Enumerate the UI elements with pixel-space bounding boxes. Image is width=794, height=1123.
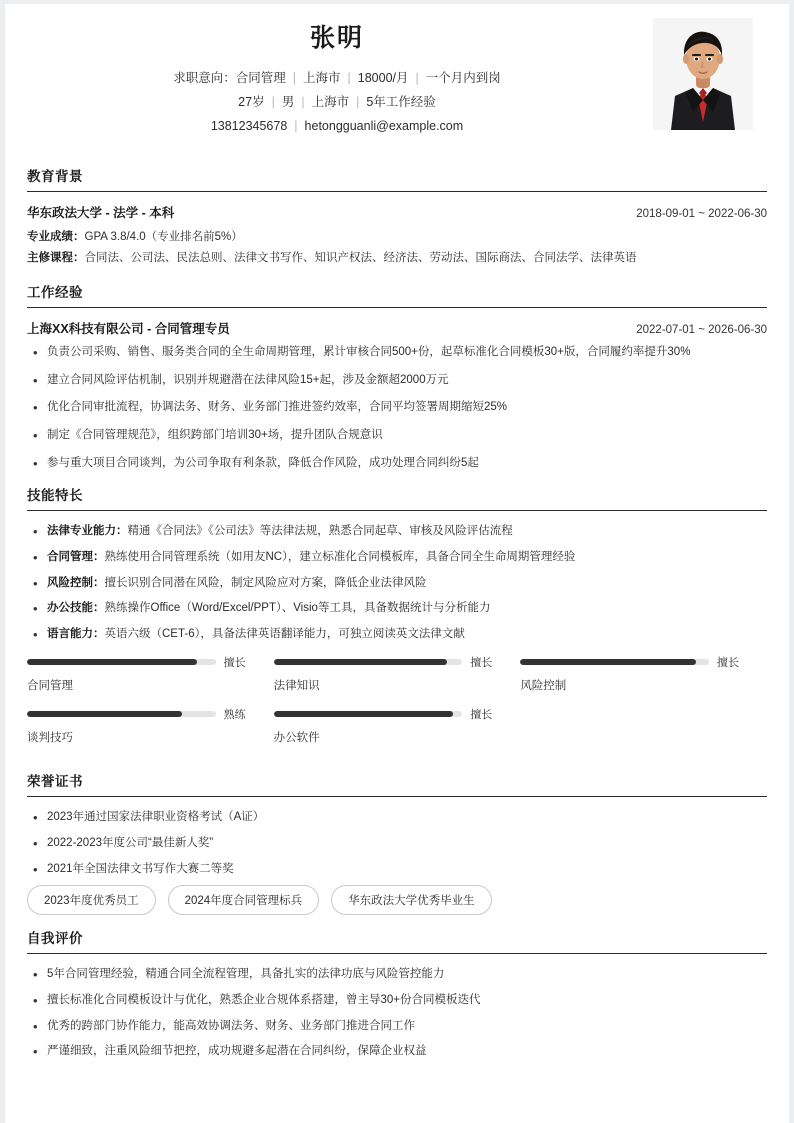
meta-item: 5年工作经验 bbox=[366, 94, 436, 109]
honor-tag: 2024年度合同管理标兵 bbox=[168, 885, 320, 915]
work-bullet-item: • 制定《合同管理规范》，组织跨部门培训30+场，提升团队合规意识 bbox=[27, 426, 767, 445]
meta-item: 18000/月 bbox=[357, 70, 409, 85]
section-education bbox=[27, 165, 767, 270]
meta-separator: | bbox=[292, 70, 296, 85]
skill-bullet-item bbox=[27, 522, 767, 541]
section-work bbox=[27, 281, 767, 472]
work-bullet-list bbox=[27, 343, 767, 472]
skill-bar-track bbox=[520, 659, 709, 665]
education-detail-line bbox=[27, 248, 767, 269]
section-title-education: 教育背景 bbox=[27, 168, 83, 184]
work-bullet-item: • 优化合同审批流程，协调法务、财务、业务部门推进签约效率，合同平均签署周期缩短25% bbox=[27, 398, 767, 417]
skill-bullet-label: 办公技能： bbox=[47, 602, 105, 615]
meta-item: 27岁 bbox=[238, 94, 265, 109]
skill-bar-fill bbox=[520, 659, 695, 665]
skill-bullet-text: 熟练操作Office（Word/Excel/PPT）、Visio等工具，具备数据统计与分析能力 bbox=[104, 602, 491, 615]
selfeval-bullet-item: • 优秀的跨部门协作能力，能高效协调法务、财务、业务部门推进合同工作 bbox=[27, 1017, 767, 1036]
skill-bullet-item bbox=[27, 574, 767, 593]
work-bullet-item: • 负责公司采购、销售、服务类合同的全生命周期管理，累计审核合同500+份，起草标准化合同模板30+版，合同履约率提升30% bbox=[27, 343, 767, 362]
resume-header bbox=[27, 4, 767, 153]
meta-row-0 bbox=[27, 66, 647, 90]
detail-label: 主修课程： bbox=[27, 251, 85, 264]
honor-bullet-list bbox=[27, 808, 767, 878]
meta-separator: | bbox=[347, 70, 351, 85]
section-divider bbox=[27, 191, 767, 192]
section-honors bbox=[27, 770, 767, 915]
skill-bullet-item bbox=[27, 599, 767, 618]
skill-name-label: 风险控制 bbox=[520, 680, 567, 693]
meta-separator: | bbox=[271, 94, 275, 109]
skill-bar-row bbox=[520, 654, 739, 670]
skill-bar-cell bbox=[520, 654, 767, 693]
meta-item: 男 bbox=[281, 94, 295, 109]
meta-row-2 bbox=[27, 114, 647, 138]
avatar bbox=[653, 18, 753, 130]
education-detail-line bbox=[27, 227, 767, 248]
skill-name-label: 谈判技巧 bbox=[27, 732, 73, 745]
detail-text: 合同法、公司法、民法总则、法律文书写作、知识产权法、经济法、劳动法、国际商法、合同法学、法律英语 bbox=[84, 251, 637, 264]
skill-bar-track bbox=[27, 711, 216, 717]
meta-item: 13812345678 bbox=[210, 119, 288, 134]
skill-bar-fill bbox=[27, 659, 197, 665]
skill-bullet-item bbox=[27, 625, 767, 644]
skill-bar-fill bbox=[274, 659, 448, 665]
skill-bullet-label: 语言能力： bbox=[47, 627, 105, 640]
section-skills bbox=[27, 484, 767, 758]
skill-bar-cell bbox=[274, 654, 521, 693]
section-divider bbox=[27, 510, 767, 511]
page-title: 张明 bbox=[309, 24, 364, 52]
skill-bullet-label: 风险控制： bbox=[47, 576, 105, 589]
meta-row-1 bbox=[27, 90, 647, 114]
meta-separator: | bbox=[415, 70, 419, 85]
section-title-skills: 技能特长 bbox=[27, 488, 83, 504]
skill-bar-track bbox=[274, 711, 463, 717]
selfeval-bullet-item: • 5年合同管理经验，精通合同全流程管理，具备扎实的法律功底与风险管控能力 bbox=[27, 965, 767, 984]
section-divider bbox=[27, 307, 767, 308]
meta-item: hetongguanli@example.com bbox=[304, 119, 464, 134]
skill-name-label: 法律知识 bbox=[273, 680, 320, 693]
skill-bullet-item bbox=[27, 548, 767, 567]
detail-text: GPA 3.8/4.0（专业排名前5%） bbox=[84, 230, 243, 243]
meta-separator: | bbox=[294, 119, 298, 134]
resume-page bbox=[5, 4, 789, 1123]
work-entry-head bbox=[27, 319, 767, 337]
section-title-honors: 荣誉证书 bbox=[27, 774, 83, 790]
skill-level-label: 擅长 bbox=[470, 709, 493, 722]
skill-bullet-label: 法律专业能力： bbox=[47, 525, 128, 538]
honor-tag: 2023年度优秀员工 bbox=[27, 885, 156, 915]
selfeval-bullet-item: • 擅长标准化合同模板设计与优化，熟悉企业合规体系搭建，曾主导30+份合同模板迭代 bbox=[27, 991, 767, 1010]
skill-bar-row bbox=[274, 706, 493, 722]
work-entry-date: 2022-07-01 ~ 2026-06-30 bbox=[636, 324, 767, 337]
work-entry-title: 上海XX科技有限公司 - 合同管理专员 bbox=[27, 322, 230, 337]
meta-item: 上海市 bbox=[311, 94, 350, 109]
skill-bar-grid bbox=[27, 654, 767, 758]
honor-tag-row bbox=[27, 885, 767, 915]
skill-bullet-text: 英语六级（CET-6），具备法律英语翻译能力，可独立阅读英文法律文献 bbox=[104, 627, 465, 640]
work-bullet-item: • 参与重大项目合同谈判，为公司争取有利条款，降低合作风险，成功处理合同纠纷5起 bbox=[27, 454, 767, 473]
meta-item: 一个月内到岗 bbox=[425, 70, 501, 85]
section-title-selfeval: 自我评价 bbox=[27, 931, 83, 947]
honor-bullet-item: • 2021年全国法律文书写作大赛二等奖 bbox=[27, 860, 767, 879]
skill-name-label: 合同管理 bbox=[27, 680, 73, 693]
education-entry-title: 华东政法大学 - 法学 - 本科 bbox=[27, 205, 175, 220]
honor-bullet-item: • 2023年通过国家法律职业资格考试（A证） bbox=[27, 808, 767, 827]
section-divider bbox=[27, 953, 767, 954]
detail-label: 专业成绩： bbox=[27, 230, 85, 243]
skill-bar-cell bbox=[27, 706, 274, 745]
skill-bar-fill bbox=[274, 711, 453, 717]
skill-bar-fill bbox=[27, 711, 182, 717]
skill-bar-track bbox=[27, 659, 216, 665]
education-entry-head bbox=[27, 203, 767, 221]
skill-bar-track bbox=[274, 659, 463, 665]
selfeval-bullet-list bbox=[27, 965, 767, 1061]
section-divider bbox=[27, 796, 767, 797]
meta-item: 求职意向：合同管理 bbox=[173, 70, 286, 85]
education-entry-date: 2018-09-01 ~ 2022-06-30 bbox=[636, 207, 767, 220]
skill-bar-row bbox=[27, 654, 246, 670]
section-selfeval bbox=[27, 927, 767, 1061]
skill-bar-row bbox=[274, 654, 493, 670]
skill-level-label: 擅长 bbox=[470, 657, 493, 670]
selfeval-bullet-item: • 严谨细致，注重风险细节把控，成功规避多起潜在合同纠纷，保障企业权益 bbox=[27, 1042, 767, 1061]
skill-level-label: 擅长 bbox=[716, 657, 739, 670]
work-bullet-item: • 建立合同风险评估机制，识别并规避潜在法律风险15+起，涉及金额超2000万元 bbox=[27, 371, 767, 390]
skill-bar-cell bbox=[27, 654, 274, 693]
meta-separator: | bbox=[356, 94, 360, 109]
skill-level-label: 熟练 bbox=[223, 709, 246, 722]
honor-bullet-item: • 2022-2023年度公司“最佳新人奖” bbox=[27, 834, 767, 853]
skill-bar-cell bbox=[274, 706, 521, 745]
skill-bar-row bbox=[27, 706, 246, 722]
meta-separator: | bbox=[301, 94, 305, 109]
honor-tag: 华东政法大学优秀毕业生 bbox=[331, 885, 492, 915]
meta-item: 上海市 bbox=[303, 70, 341, 85]
skill-level-label: 擅长 bbox=[223, 657, 246, 670]
section-title-work: 工作经验 bbox=[27, 285, 83, 301]
skill-bullet-label: 合同管理： bbox=[47, 550, 105, 563]
education-details bbox=[27, 227, 767, 270]
skill-name-label: 办公软件 bbox=[273, 732, 320, 745]
skill-bullet-text: 精通《合同法》《公司法》等法律法规，熟悉合同起草、审核及风险评估流程 bbox=[127, 525, 513, 538]
skill-bullet-text: 擅长识别合同潜在风险，制定风险应对方案，降低企业法律风险 bbox=[104, 576, 427, 589]
skill-bullet-list bbox=[27, 522, 767, 643]
skill-bullet-text: 熟练使用合同管理系统（如用友NC），建立标准化合同模板库，具备合同全生命周期管理经验 bbox=[104, 550, 576, 563]
